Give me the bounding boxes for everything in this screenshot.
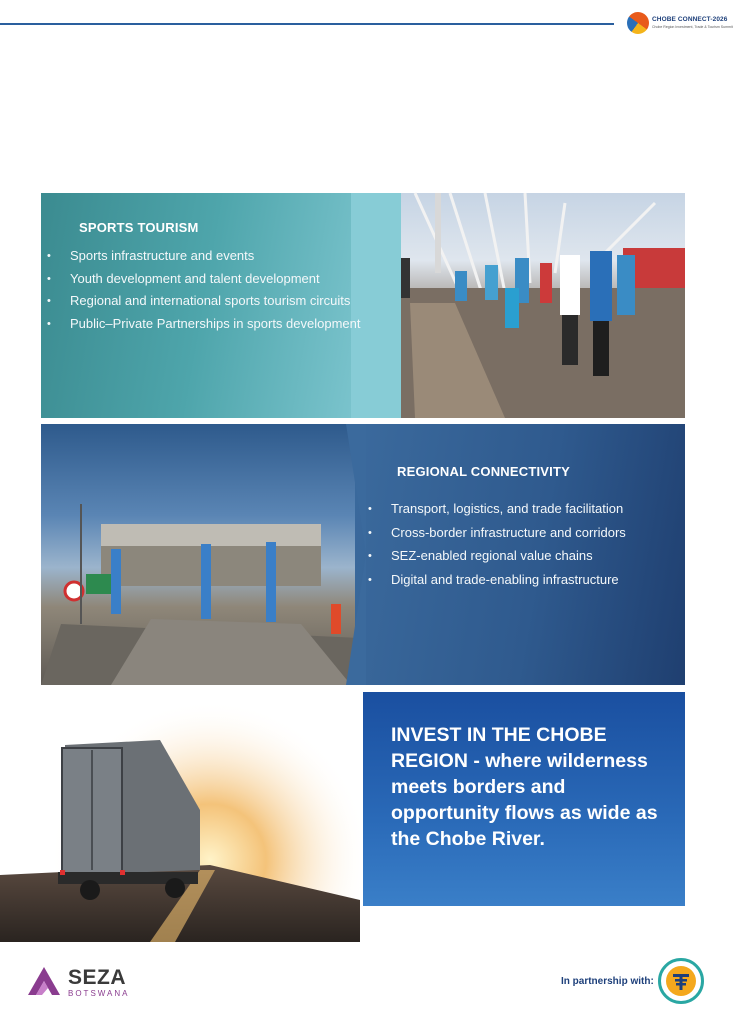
seza-logo xyxy=(24,963,134,1001)
bridge-marathon-photo xyxy=(355,193,685,418)
list-item: • Sports infrastructure and events xyxy=(41,247,361,265)
list-item: • SEZ-enabled regional value chains xyxy=(362,547,682,565)
partner-logo xyxy=(658,958,704,1004)
regional-connectivity-list xyxy=(362,500,682,594)
partnership-label: In partnership with: xyxy=(561,976,654,987)
truck-photo xyxy=(0,700,360,942)
header-divider xyxy=(0,23,614,25)
sports-tourism-title: SPORTS TOURISM xyxy=(79,220,199,235)
sports-tourism-list xyxy=(41,247,361,337)
list-item: • Regional and international sports tourism circuits xyxy=(41,292,361,310)
panel-arrow xyxy=(326,424,366,685)
invest-body: - where wilderness meets borders and opportunity flows as wide as the Chobe River. xyxy=(391,750,658,850)
regional-connectivity-section xyxy=(41,424,685,685)
logo-tagline: Chobe Region Investment, Trade & Tourism Summit xyxy=(652,25,733,29)
list-item: • Youth development and talent development xyxy=(41,270,361,288)
list-item: • Digital and trade-enabling infrastructure xyxy=(362,571,682,589)
list-item: • Public–Private Partnerships in sports development xyxy=(41,315,361,333)
invest-message xyxy=(391,722,671,852)
logo-title: CHOBE CONNECT-2026 xyxy=(652,16,728,23)
invest-headline: INVEST IN THE CHOBE REGION xyxy=(391,724,607,772)
regional-connectivity-title: REGIONAL CONNECTIVITY xyxy=(397,464,570,479)
tree-icon xyxy=(666,966,696,996)
seza-mark-icon xyxy=(24,963,64,997)
seza-subtitle: BOTSWANA xyxy=(68,989,130,998)
list-item: • Cross-border infrastructure and corridors xyxy=(362,524,682,542)
list-item: • Transport, logistics, and trade facilitation xyxy=(362,500,682,518)
invest-callout xyxy=(363,692,685,906)
globe-icon xyxy=(627,12,649,34)
seza-name: SEZA xyxy=(68,966,127,989)
sports-tourism-section xyxy=(41,193,685,418)
chobe-connect-logo xyxy=(627,10,733,38)
